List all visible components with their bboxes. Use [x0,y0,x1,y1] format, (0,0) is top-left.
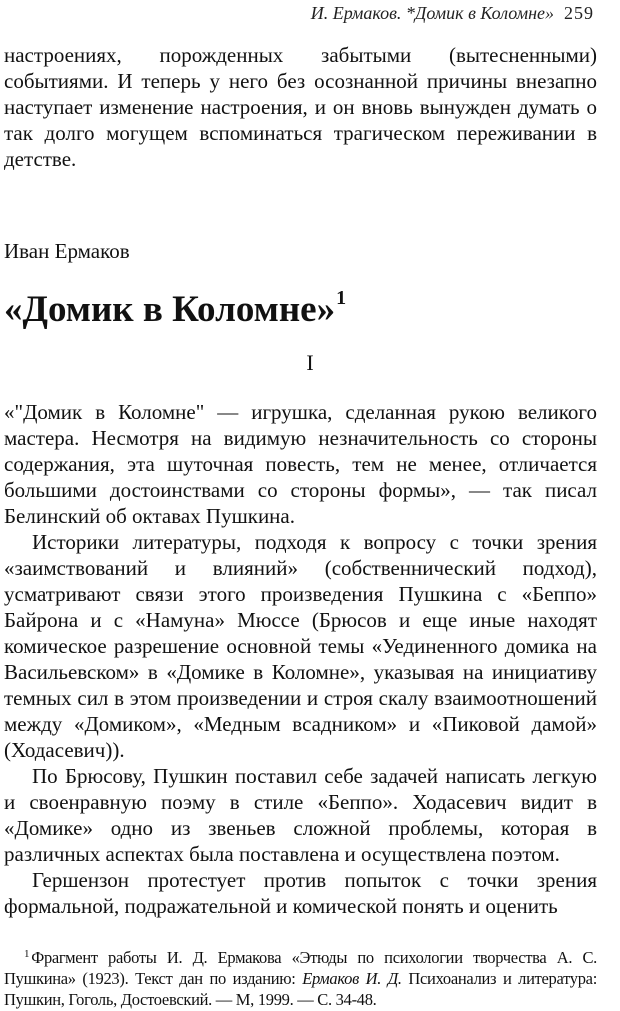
lead-text-block [4,42,597,172]
running-title: И. Ермаков. *Домик в Коломне» [310,3,554,23]
title-footnote-mark: 1 [336,287,347,309]
paragraph: По Брюсову, Пушкин поставил себе задачей написать легкую и своенравную поэму в стиле «Беппо». Ходасевич видит в «Домике» одно из звеньев сложной проблемы, которая в различных аспектах была поставлена и осуществлена поэтом. [4,764,597,866]
footnote-text-after: Психоанализ и литература: Пушкин, Гоголь, Достоевский. — М, 1999. — С. 34-48. [4,969,597,1009]
page-number: 259 [564,3,594,23]
footnote-source-author: Ермаков И. Д. [302,969,402,988]
lead-paragraph: настроениях, порожденных забытыми (вытесненными) событиями. И теперь у него без осознанной причины внезапно наступает изменение настроения, и он вновь вынужден думать о так долго могущем вспоминаться трагическом переживании в детстве. [4,43,597,171]
running-header [311,3,594,24]
paragraph: Гершензон протестует против попыток с точки зрения формальной, подражательной и комической понять и оценить [4,868,597,918]
article-title-line [4,276,346,332]
footnote [4,944,597,1010]
main-text-block [4,399,597,919]
footnote-text-before: Фрагмент работы И. Д. Ермакова «Этюды по психологии творчества А. С. Пушкина» (1923). Текст дан по изданию: [4,948,597,988]
article-author: Иван Ермаков [4,239,130,263]
section-number: I [306,350,314,375]
footnote-mark: 1 [24,948,30,960]
article-title: «Домик в Коломне» [4,289,336,330]
paragraph: «"Домик в Коломне" — игрушка, сделанная рукою великого мастера. Несмотря на видимую незначительность со стороны содержания, эта шуточная повесть, тем не менее, отличается большими достоинствами со стороны формы», — так писал Белинский об октавах Пушкина. [4,400,597,528]
paragraph: Историки литературы, подходя к вопросу с точки зрения «заимствований и влияний» (собственнический подход), усматривают связи этого произведения Пушкина с «Беппо» Байрона и с «Намуна» Мюссе (Брюсов и еще иные находят комическое разрешение основной темы «Уединенного домика на Васильевском» в «Домике в Коломне», указывая на инициативу темных сил в этом произведении и строя скалу взаимоотношений между «Домиком», «Медным всадником» и «Пиковой дамой» (Ходасевич)). [4,530,597,762]
